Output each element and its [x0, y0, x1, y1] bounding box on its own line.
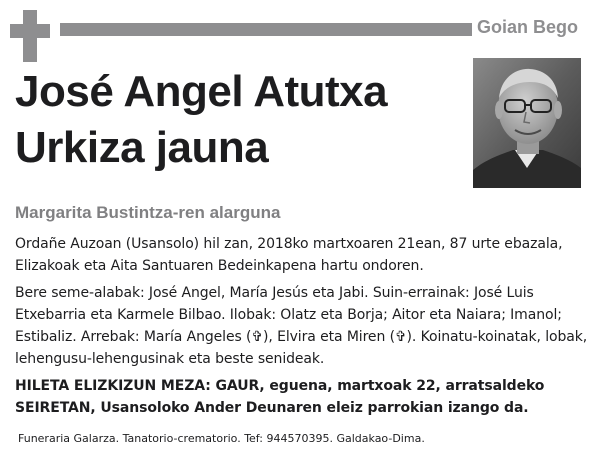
death-details: Ordañe Auzoan (Usansolo) hil zan, 2018ko martxoaren 21ean, 87 urte ebazala, Elizakoak eta Aita Santuaren Bedeinkapena hartu ondoren.	[15, 236, 563, 275]
deceased-name-line1: José Angel Atutxa	[15, 67, 388, 116]
funeral-mass-notice: HILETA ELIZKIZUN MEZA: GAUR, eguena, martxoak 22, arratsaldeko SEIRETAN, Usansoloko Ander Deunaren eleiz parrokian izango da.	[15, 377, 545, 417]
deceased-name	[15, 64, 455, 176]
header-location: Goian Bego	[476, 17, 578, 37]
family-list: Bere seme-alabak: José Angel, María Jesús eta Jabi. Suin-errainak: José Luis Etxebarria eta Karmele Bilbao. Ilobak: Olatz eta Borja; Aitor eta Naiara; Imanol; Estibaliz. Arrebak: María Angeles (✞), Elvira eta Miren (✞). Koinatu-koinatak, lobak, lehengusu-lehengusinak eta beste senideak.	[15, 284, 588, 368]
cross-icon	[10, 10, 50, 62]
portrait-photo	[473, 58, 581, 188]
header-rule	[60, 23, 472, 36]
spouse-line: Margarita Bustintza-ren alarguna	[15, 203, 281, 222]
obituary-text	[15, 233, 591, 423]
funeral-home-info: Funeraria Galarza. Tanatorio-crematorio. Tef: 944570395. Galdakao-Dima.	[18, 432, 425, 445]
deceased-name-line2: Urkiza jauna	[15, 123, 269, 172]
